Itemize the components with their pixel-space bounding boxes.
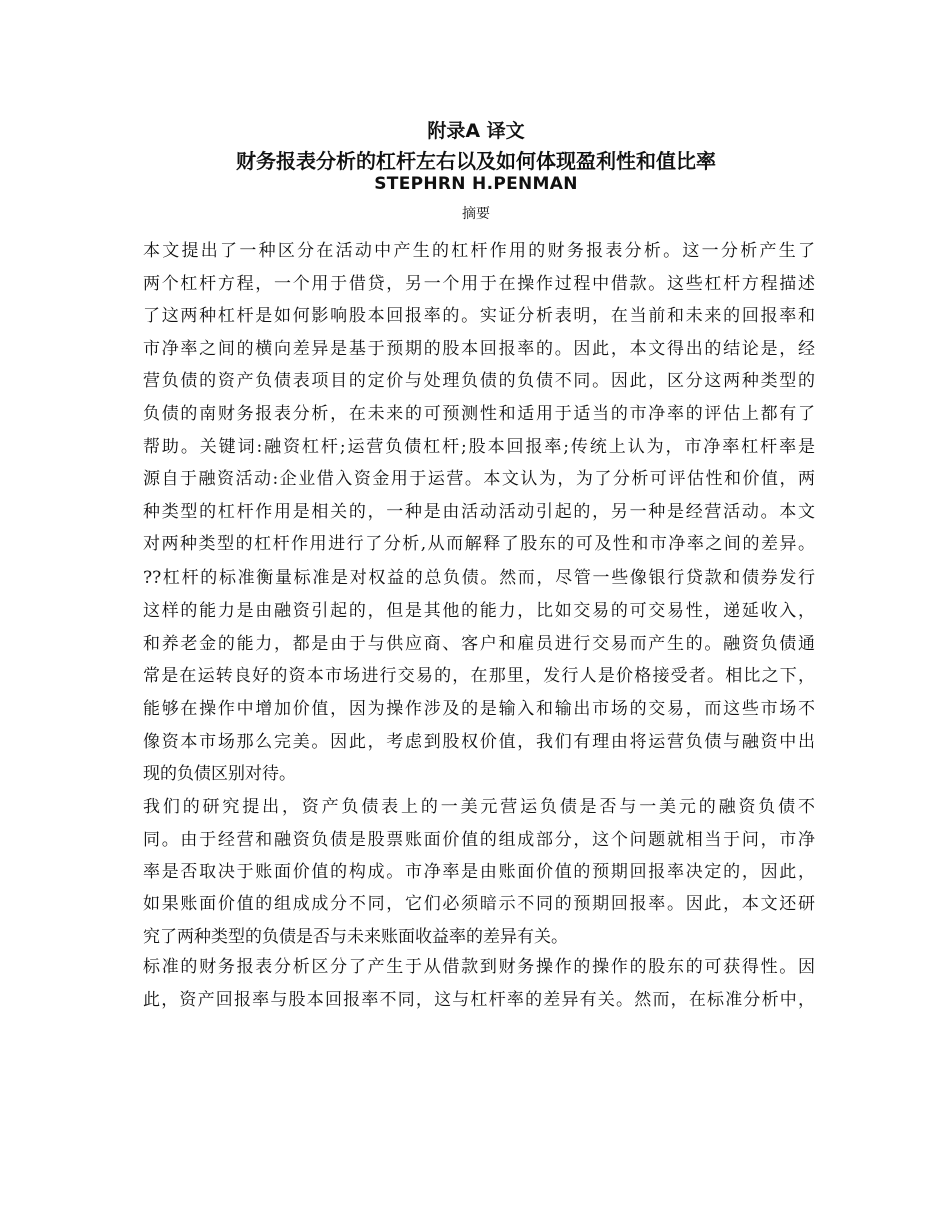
body-line: 如果账面价值的组成成分不同，它们必须暗示不同的预期回报率。因此，本文还研 — [143, 894, 815, 914]
body-line: 我们的研究提出，资产负债表上的一美元营运负债是否与一美元的融资负债不 — [143, 797, 815, 817]
body-line: 本文提出了一种区分在活动中产生的杠杆作用的财务报表分析。这一分析产生了 — [143, 241, 815, 261]
author-name: STEPHRN H.PENMAN — [374, 174, 578, 194]
paper-title: 财务报表分析的杠杆左右以及如何体现盈利性和值比率 — [236, 149, 716, 173]
body-line: 这样的能力是由融资引起的，但是其他的能力，比如交易的可交易性，递延收入， — [143, 601, 815, 621]
body-line: 常是在运转良好的资本市场进行交易的，在那里，发行人是价格接受者。相比之下， — [143, 666, 815, 686]
body-line: 两个杠杆方程，一个用于借贷，另一个用于在操作过程中借款。这些杠杆方程描述 — [143, 274, 815, 294]
body-line: ??杠杆的标准衡量标准是对权益的总负债。然而，尽管一些像银行贷款和债券发行 — [143, 568, 815, 588]
body-line: 标准的财务报表分析区分了产生于从借款到财务操作的操作的股东的可获得性。因 — [143, 957, 815, 977]
body-line: 帮助。关键词:融资杠杆;运营负债杠杆;股本回报率;传统上认为，市净率杠杆率是 — [143, 437, 815, 457]
body-line: 市净率之间的横向差异是基于预期的股本回报率的。因此，本文得出的结论是，经 — [143, 339, 815, 359]
body-line: 像资本市场那么完美。因此，考虑到股权价值，我们有理由将运营负债与融资中出 — [143, 732, 815, 752]
body-line: 此，资产回报率与股本回报率不同，这与杠杆率的差异有关。然而，在标准分析中， — [143, 990, 815, 1010]
body-line: 同。由于经营和融资负债是股票账面价值的组成部分，这个问题就相当于问，市净 — [143, 830, 815, 850]
body-line: 率是否取决于账面价值的构成。市净率是由账面价值的预期回报率决定的，因此， — [143, 862, 815, 882]
body-line: 营负债的资产负债表项目的定价与处理负债的负债不同。因此，区分这两种类型的 — [143, 371, 815, 391]
body-line: 现的负债区别对待。 — [143, 764, 296, 784]
appendix-title: 附录A 译文 — [427, 120, 525, 142]
body-line: 了这两种杠杆是如何影响股本回报率的。实证分析表明，在当前和未来的回报率和 — [143, 306, 815, 326]
body-line: 能够在操作中增加价值，因为操作涉及的是输入和输出市场的交易，而这些市场不 — [143, 699, 815, 719]
body-line: 对两种类型的杠杆作用进行了分析,从而解释了股东的可及性和市净率之间的差异。 — [143, 534, 815, 554]
body-line: 负债的南财务报表分析，在未来的可预测性和适用于适当的市净率的评估上都有了 — [143, 404, 815, 424]
body-line: 究了两种类型的负债是否与未来账面收益率的差异有关。 — [143, 927, 568, 947]
body-line: 种类型的杠杆作用是相关的，一种是由活动活动引起的，另一种是经营活动。本文 — [143, 502, 815, 522]
body-line: 和养老金的能力，都是由于与供应商、客户和雇员进行交易而产生的。融资负债通 — [143, 634, 815, 654]
abstract-label: 摘要 — [462, 206, 490, 222]
body-line: 源自于融资活动:企业借入资金用于运营。本文认为，为了分析可评估性和价值，两 — [143, 469, 815, 489]
